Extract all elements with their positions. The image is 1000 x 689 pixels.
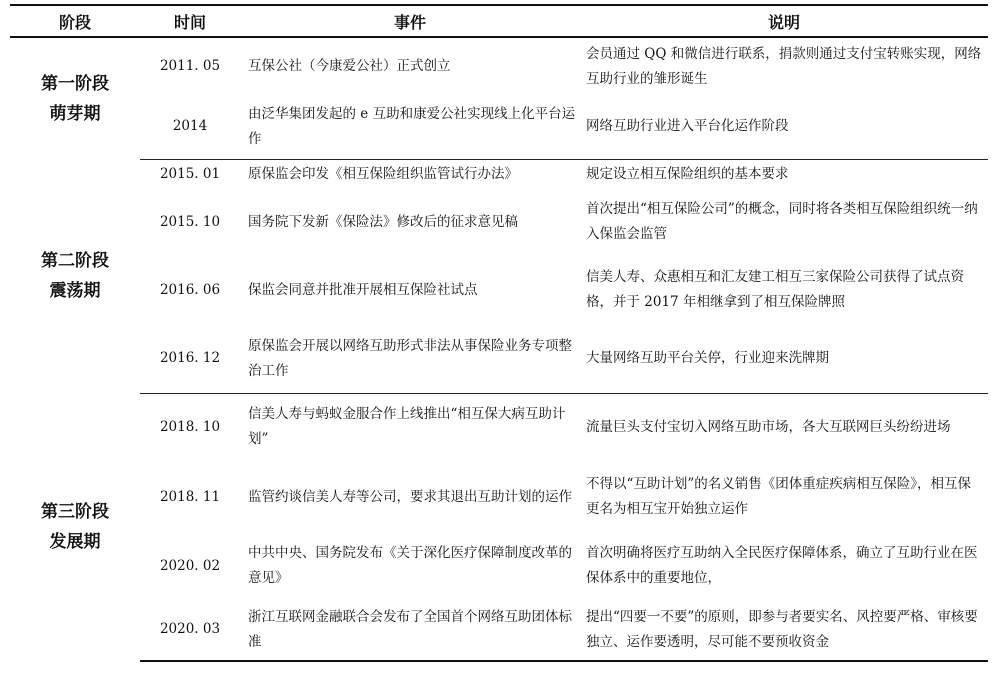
stage-name: 第三阶段	[41, 502, 109, 522]
event-cell: 监管约谈信美人寿等公司，要求其退出互助计划的运作	[248, 488, 572, 505]
table-row	[10, 533, 988, 599]
time-cell: 2018. 11	[159, 488, 221, 505]
desc-cell: 不得以“互助计划”的名义销售《团体重症疾病相互保险》，相互保更名为相互宝开始独立运作	[586, 476, 972, 517]
table-row	[10, 189, 988, 255]
event-cell: 原保监会印发《相互保险组织监管试行办法》	[248, 165, 518, 182]
header-desc: 说明	[580, 5, 988, 37]
stage-name: 第二阶段	[41, 251, 109, 271]
stage-cell	[10, 159, 140, 393]
desc-cell: 流量巨头支付宝切入网络互助市场，各大互联网巨头纷纷进场	[586, 418, 951, 435]
desc-cell: 首次明确将医疗互助纳入全民医疗保障体系，确立了互助行业在医保体系中的重要地位，	[586, 545, 978, 586]
table-row	[10, 255, 988, 325]
time-cell: 2015. 10	[159, 213, 221, 230]
event-cell: 保监会同意并批准开展相互保险社试点	[248, 281, 478, 298]
header-time: 时间	[140, 5, 240, 37]
desc-cell: 规定设立相互保险组织的基本要求	[586, 165, 789, 182]
stage-sub: 萌芽期	[49, 103, 101, 124]
table-row	[10, 599, 988, 661]
history-table	[10, 4, 988, 662]
time-cell: 2016. 12	[140, 325, 240, 393]
desc-cell: 提出“四要一不要”的原则，即参与者要实名、风控要严格、审核要独立、运作要透明，尽可能不要预收资金	[580, 599, 988, 661]
table-row	[10, 37, 988, 95]
table-header-row	[10, 5, 988, 37]
stage-sub: 发展期	[49, 532, 101, 552]
stage-cell	[10, 37, 140, 159]
table-row	[10, 461, 988, 533]
event-cell: 原保监会开展以网络互助形式非法从事保险业务专项整治工作	[240, 325, 580, 393]
desc-cell: 信美人寿、众惠相互和汇友建工相互三家保险公司获得了试点资格，并于 2017 年相继拿到了相互保险牌照	[586, 269, 964, 310]
desc-cell: 会员通过 QQ 和微信进行联系，捐款则通过支付宝转账实现，网络互助行业的雏形诞生	[586, 45, 982, 87]
time-cell: 2011. 05	[159, 58, 221, 74]
table-row	[10, 159, 988, 189]
stage-cell	[10, 393, 140, 661]
time-cell: 2016. 06	[159, 281, 221, 298]
event-cell: 互保公社（今康爱公社）正式创立	[248, 58, 451, 74]
event-cell: 浙江互联网金融联合会发布了全国首个网络互助团体标准	[240, 599, 580, 661]
time-cell: 2020. 03	[140, 599, 240, 661]
desc-cell: 网络互助行业进入平台化运作阶段	[580, 95, 988, 159]
time-cell: 2018. 10	[159, 418, 221, 435]
stage-name: 第一阶段	[41, 73, 109, 94]
desc-cell: 首次提出“相互保险公司”的概念，同时将各类相互保险组织统一纳入保监会监管	[586, 201, 978, 242]
time-cell: 2014	[140, 95, 240, 159]
table-row	[10, 325, 988, 393]
event-cell: 信美人寿与蚂蚁金服合作上线推出“相互保大病互助计划”	[248, 406, 566, 448]
table-row	[10, 95, 988, 159]
table-row	[10, 393, 988, 461]
header-stage: 阶段	[10, 5, 140, 37]
stage-sub: 震荡期	[49, 281, 101, 301]
header-event: 事件	[240, 5, 580, 37]
time-cell: 2015. 01	[159, 165, 221, 182]
desc-cell: 大量网络互助平台关停，行业迎来洗牌期	[580, 325, 988, 393]
event-cell: 国务院下发新《保险法》修改后的征求意见稿	[248, 213, 518, 230]
time-cell: 2020. 02	[159, 557, 221, 574]
event-cell: 由泛华集团发起的 e 互助和康爱公社实现线上化平台运作	[240, 95, 580, 159]
event-cell: 中共中央、国务院发布《关于深化医疗保障制度改革的意见》	[248, 545, 572, 586]
